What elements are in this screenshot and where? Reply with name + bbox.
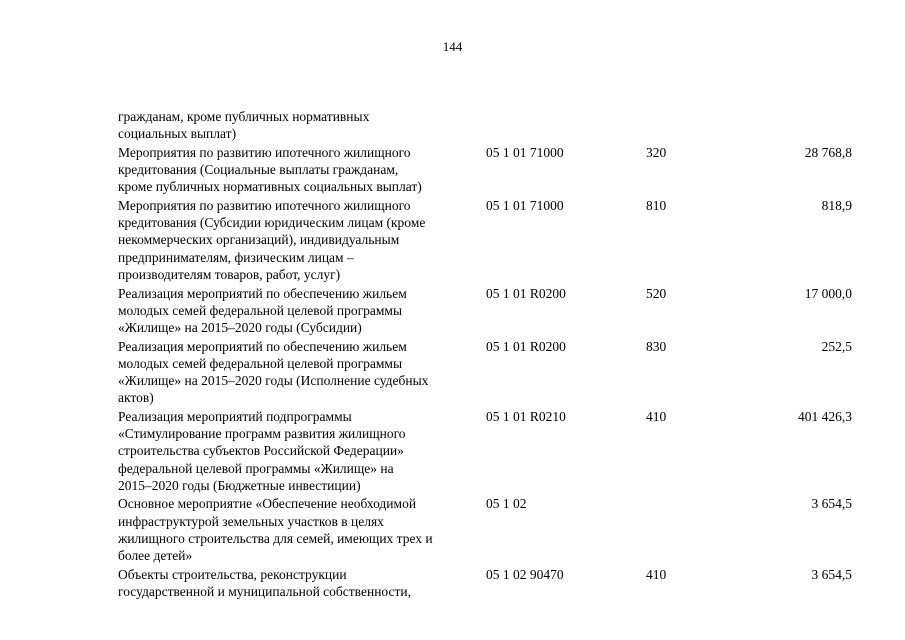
table-row bbox=[118, 566, 858, 600]
row-type: 410 bbox=[646, 566, 667, 582]
row-type: 410 bbox=[646, 408, 667, 424]
page-number: 144 bbox=[442, 39, 463, 54]
table-row bbox=[118, 108, 858, 142]
budget-table bbox=[118, 108, 858, 602]
row-code: 05 1 01 71000 bbox=[486, 198, 564, 214]
row-description: Мероприятия по развитию ипотечного жилищного кредитования (Субсидии юридическим лицам (кроме некоммерческих организаций), индивидуальным предпринимателям, физическим лицам – производителям товаров, работ, услуг) bbox=[118, 198, 426, 282]
table-row bbox=[118, 495, 858, 564]
row-amount: 3 654,5 bbox=[811, 566, 852, 582]
table-row bbox=[118, 144, 858, 196]
table-row bbox=[118, 197, 858, 283]
table-row bbox=[118, 338, 858, 407]
row-description: Реализация мероприятий подпрограммы «Стимулирование программ развития жилищного строительства субъектов Российской Федерации» федеральной целевой программы «Жилище» на 2015–2020 годы (Бюджетные инвестиции) bbox=[118, 408, 406, 493]
row-amount: 3 654,5 bbox=[811, 496, 852, 512]
table-row bbox=[118, 285, 858, 337]
row-description: гражданам, кроме публичных нормативных социальных выплат) bbox=[118, 109, 370, 142]
row-description: Мероприятия по развитию ипотечного жилищного кредитования (Социальные выплаты гражданам, кроме публичных нормативных социальных выплат) bbox=[118, 144, 422, 195]
row-description: Реализация мероприятий по обеспечению жильем молодых семей федеральной целевой программы «Жилище» на 2015–2020 годы (Субсидии) bbox=[118, 285, 407, 335]
row-description: Основное мероприятие «Обеспечение необходимой инфраструктурой земельных участков в целях жилищного строительства для семей, имеющих трех и более детей» bbox=[118, 496, 433, 564]
row-code: 05 1 01 R0200 bbox=[486, 338, 566, 354]
row-description: Объекты строительства, реконструкции государственной и муниципальной собственности, bbox=[118, 566, 411, 599]
row-amount: 17 000,0 bbox=[804, 285, 852, 301]
row-type: 830 bbox=[646, 338, 667, 354]
row-amount: 252,5 bbox=[821, 338, 852, 354]
row-code: 05 1 01 R0200 bbox=[486, 285, 566, 301]
table-row bbox=[118, 408, 858, 494]
row-type: 320 bbox=[646, 144, 667, 160]
row-amount: 401 426,3 bbox=[798, 408, 852, 424]
row-code: 05 1 02 bbox=[486, 496, 527, 512]
row-type: 810 bbox=[646, 198, 667, 214]
row-description: Реализация мероприятий по обеспечению жильем молодых семей федеральной целевой программы «Жилище» на 2015–2020 годы (Исполнение судебных актов) bbox=[118, 338, 429, 406]
row-code: 05 1 01 R0210 bbox=[486, 408, 566, 424]
row-amount: 28 768,8 bbox=[804, 144, 852, 160]
row-type: 520 bbox=[646, 285, 667, 301]
row-code: 05 1 02 90470 bbox=[486, 566, 564, 582]
row-code: 05 1 01 71000 bbox=[486, 144, 564, 160]
row-amount: 818,9 bbox=[821, 198, 852, 214]
